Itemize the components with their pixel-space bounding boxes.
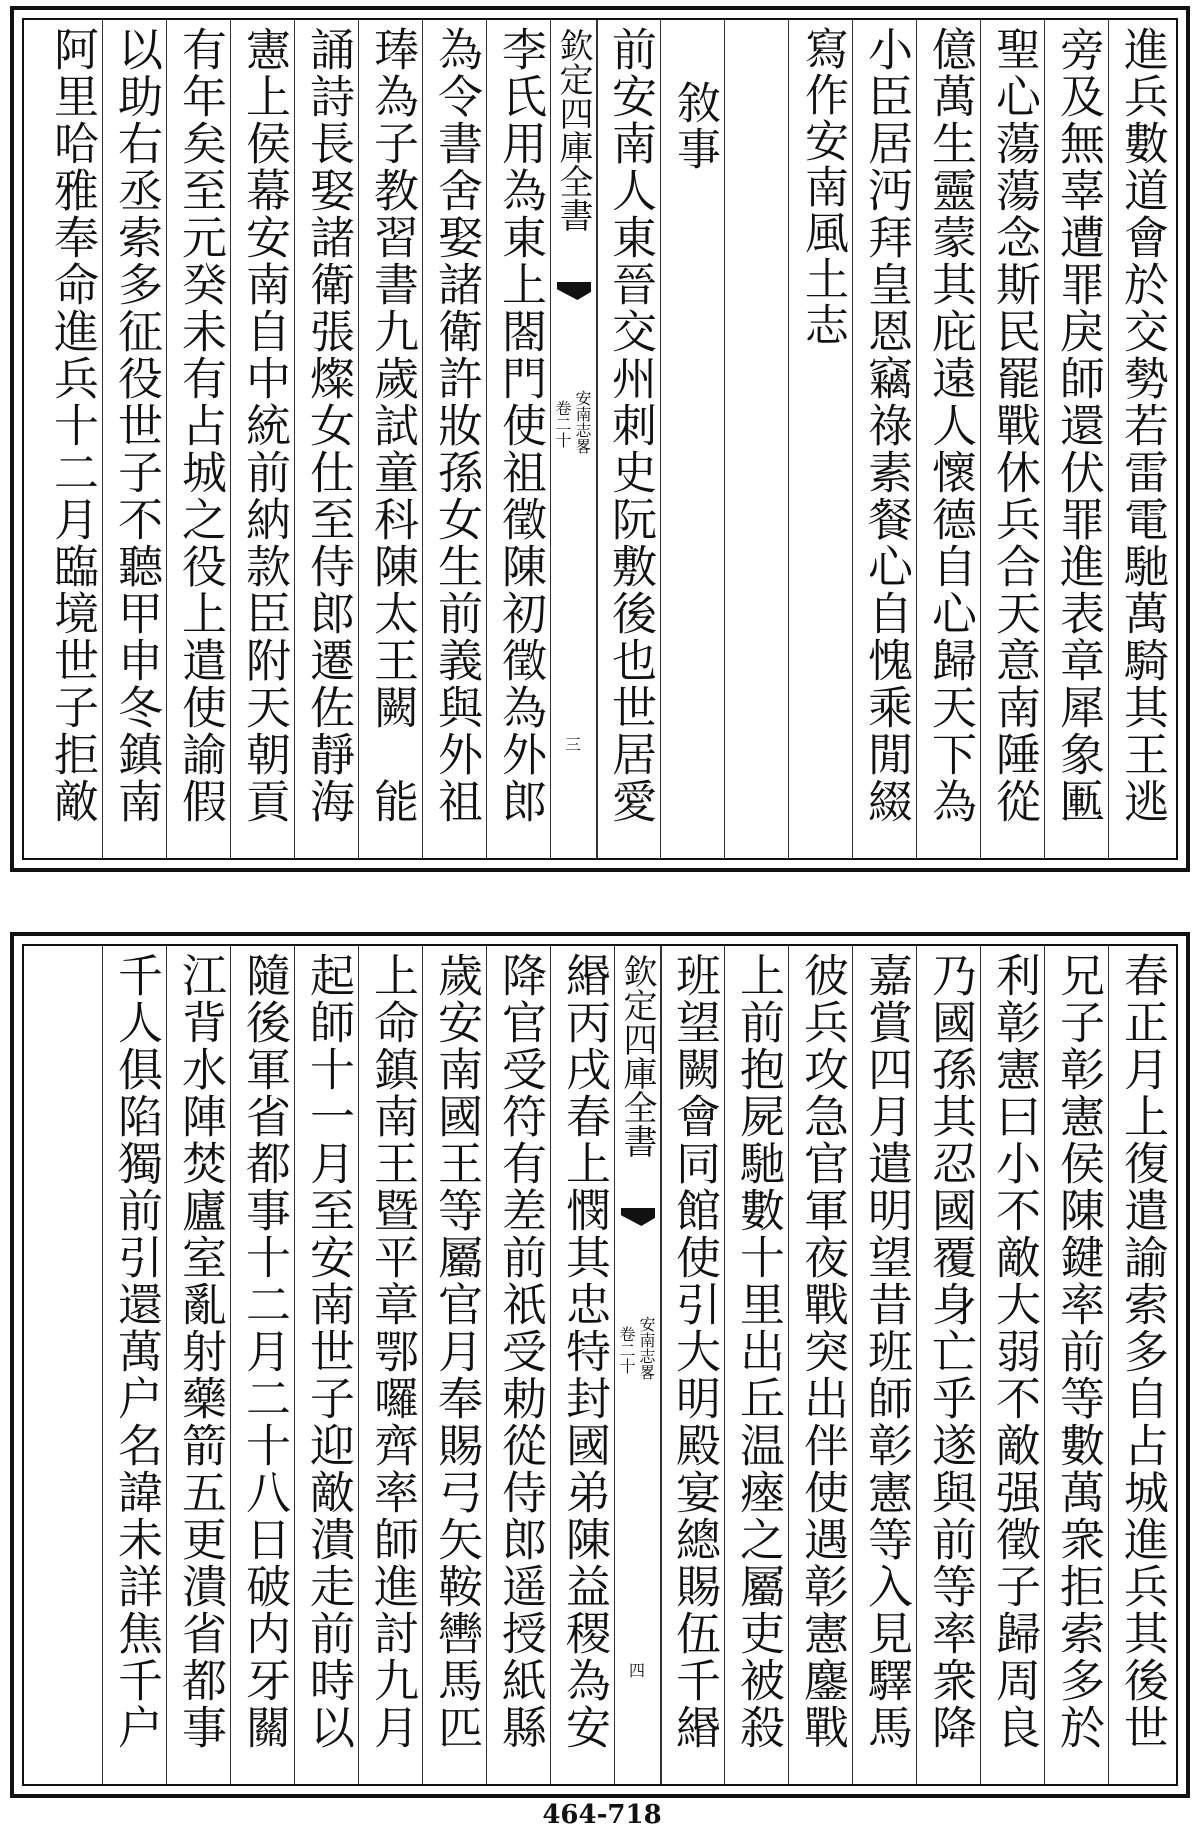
text-column: 阿里哈雅奉命進兵十二月臨境世子拒敵 xyxy=(46,26,99,825)
collection-title: 欽定四庫全書 xyxy=(553,28,593,232)
text-column: 江背水陣焚廬室亂射藥箭五更潰省都事 xyxy=(166,946,230,1784)
text-column: 春正月上復遣諭索多自占城進兵其後世 xyxy=(1108,946,1172,1784)
text-column: 琫為子教習書九歲試童科陳太王闕 能 xyxy=(358,20,422,858)
fishtail-mark xyxy=(557,282,591,300)
page-top xyxy=(10,6,1190,872)
page-footer-number: 464-718 xyxy=(542,1800,662,1830)
text-column: 乃國孫其忍國覆身亡乎遂與前等率衆降 xyxy=(916,946,980,1784)
text-column: 誦詩長娶諸衛張燦女仕至侍郎遷佐靜海 xyxy=(294,20,358,858)
leaf-number: 四 xyxy=(629,1661,646,1680)
text-column: 上命鎮南王暨平章鄂囉齊率師進討九月 xyxy=(358,946,422,1784)
page-bottom-frame xyxy=(22,944,1178,1786)
centerfold xyxy=(614,946,662,1784)
text-column: 寫作安南風土志 xyxy=(788,20,852,858)
volume-label: 卷二十 xyxy=(617,1326,636,1374)
text-column: 彼兵攻急官軍夜戰突出伴使遇彰憲鏖戰 xyxy=(788,946,852,1784)
text-column: 旁及無辜遭罪戾師還伏罪進表章犀象匭 xyxy=(1044,20,1108,858)
text-column: 歲安南國王等屬官月奉賜弓矢鞍轡馬匹 xyxy=(422,946,486,1784)
volume-label: 卷二十 xyxy=(553,400,572,448)
text-column: 利彰憲曰小不敵大弱不敵强徵子歸周良 xyxy=(980,946,1044,1784)
collection-title: 欽定四庫全書 xyxy=(617,954,657,1158)
text-column: 兄子彰憲侯陳鍵率前等數萬衆拒索多於 xyxy=(1044,946,1108,1784)
fishtail-mark xyxy=(621,1208,655,1226)
book-title: 安南志畧 xyxy=(573,390,592,454)
section-heading: 敘事 xyxy=(660,20,724,858)
text-column: 隨後軍省都事十二月二十八日破内牙關 xyxy=(230,946,294,1784)
text-column: 緡丙戌春上憫其忠特封國弟陳益稷為安 xyxy=(550,946,614,1784)
text-column: 上前抱屍馳數十里出丘温瘞之屬吏被殺 xyxy=(724,946,788,1784)
text-column: 千人俱陷獨前引還萬户名諱未詳焦千户 xyxy=(102,946,166,1784)
text-column xyxy=(724,20,788,858)
text-column: 起師十一月至安南世子迎敵潰走前時以 xyxy=(294,946,358,1784)
centerfold xyxy=(550,20,598,858)
text-column: 億萬生靈蒙其庇遠人懷德自心歸天下為 xyxy=(916,20,980,858)
text-column: 嘉賞四月遣明望昔班師彰憲等入見驛馬 xyxy=(852,946,916,1784)
text-column: 憲上侯幕安南自中統前納款臣附天朝貢 xyxy=(230,20,294,858)
text-column: 為令書舍娶諸衛許妝孫女生前義與外祖 xyxy=(422,20,486,858)
text-column: 有年矣至元癸未有占城之役上遣使諭假 xyxy=(166,20,230,858)
text-column: 以助右丞索多征役世子不聽甲申冬鎮南 xyxy=(102,20,166,858)
text-column: 小臣居沔拜皇恩竊祿素餐心自愧乘閒綴 xyxy=(852,20,916,858)
text-column: 李氏用為東上閤門使祖徵陳初徵為外郎 xyxy=(486,20,550,858)
book-title: 安南志畧 xyxy=(637,1316,656,1380)
leaf-number: 三 xyxy=(565,735,582,754)
text-column: 班望闕會同館使引大明殿宴總賜伍千緡 xyxy=(660,946,724,1784)
text-column: 進兵數道會於交勢若雷電馳萬騎其王逃 xyxy=(1108,20,1172,858)
page-bottom xyxy=(10,932,1190,1798)
text-column: 前安南人東晉交州刺史阮敷後也世居愛 xyxy=(596,20,660,858)
page-top-frame xyxy=(22,18,1178,860)
text-column: 降官受符有差前祇受勅從侍郎遥授紙縣 xyxy=(486,946,550,1784)
text-column: 聖心蕩蕩念斯民罷戰休兵合天意南陲從 xyxy=(980,20,1044,858)
